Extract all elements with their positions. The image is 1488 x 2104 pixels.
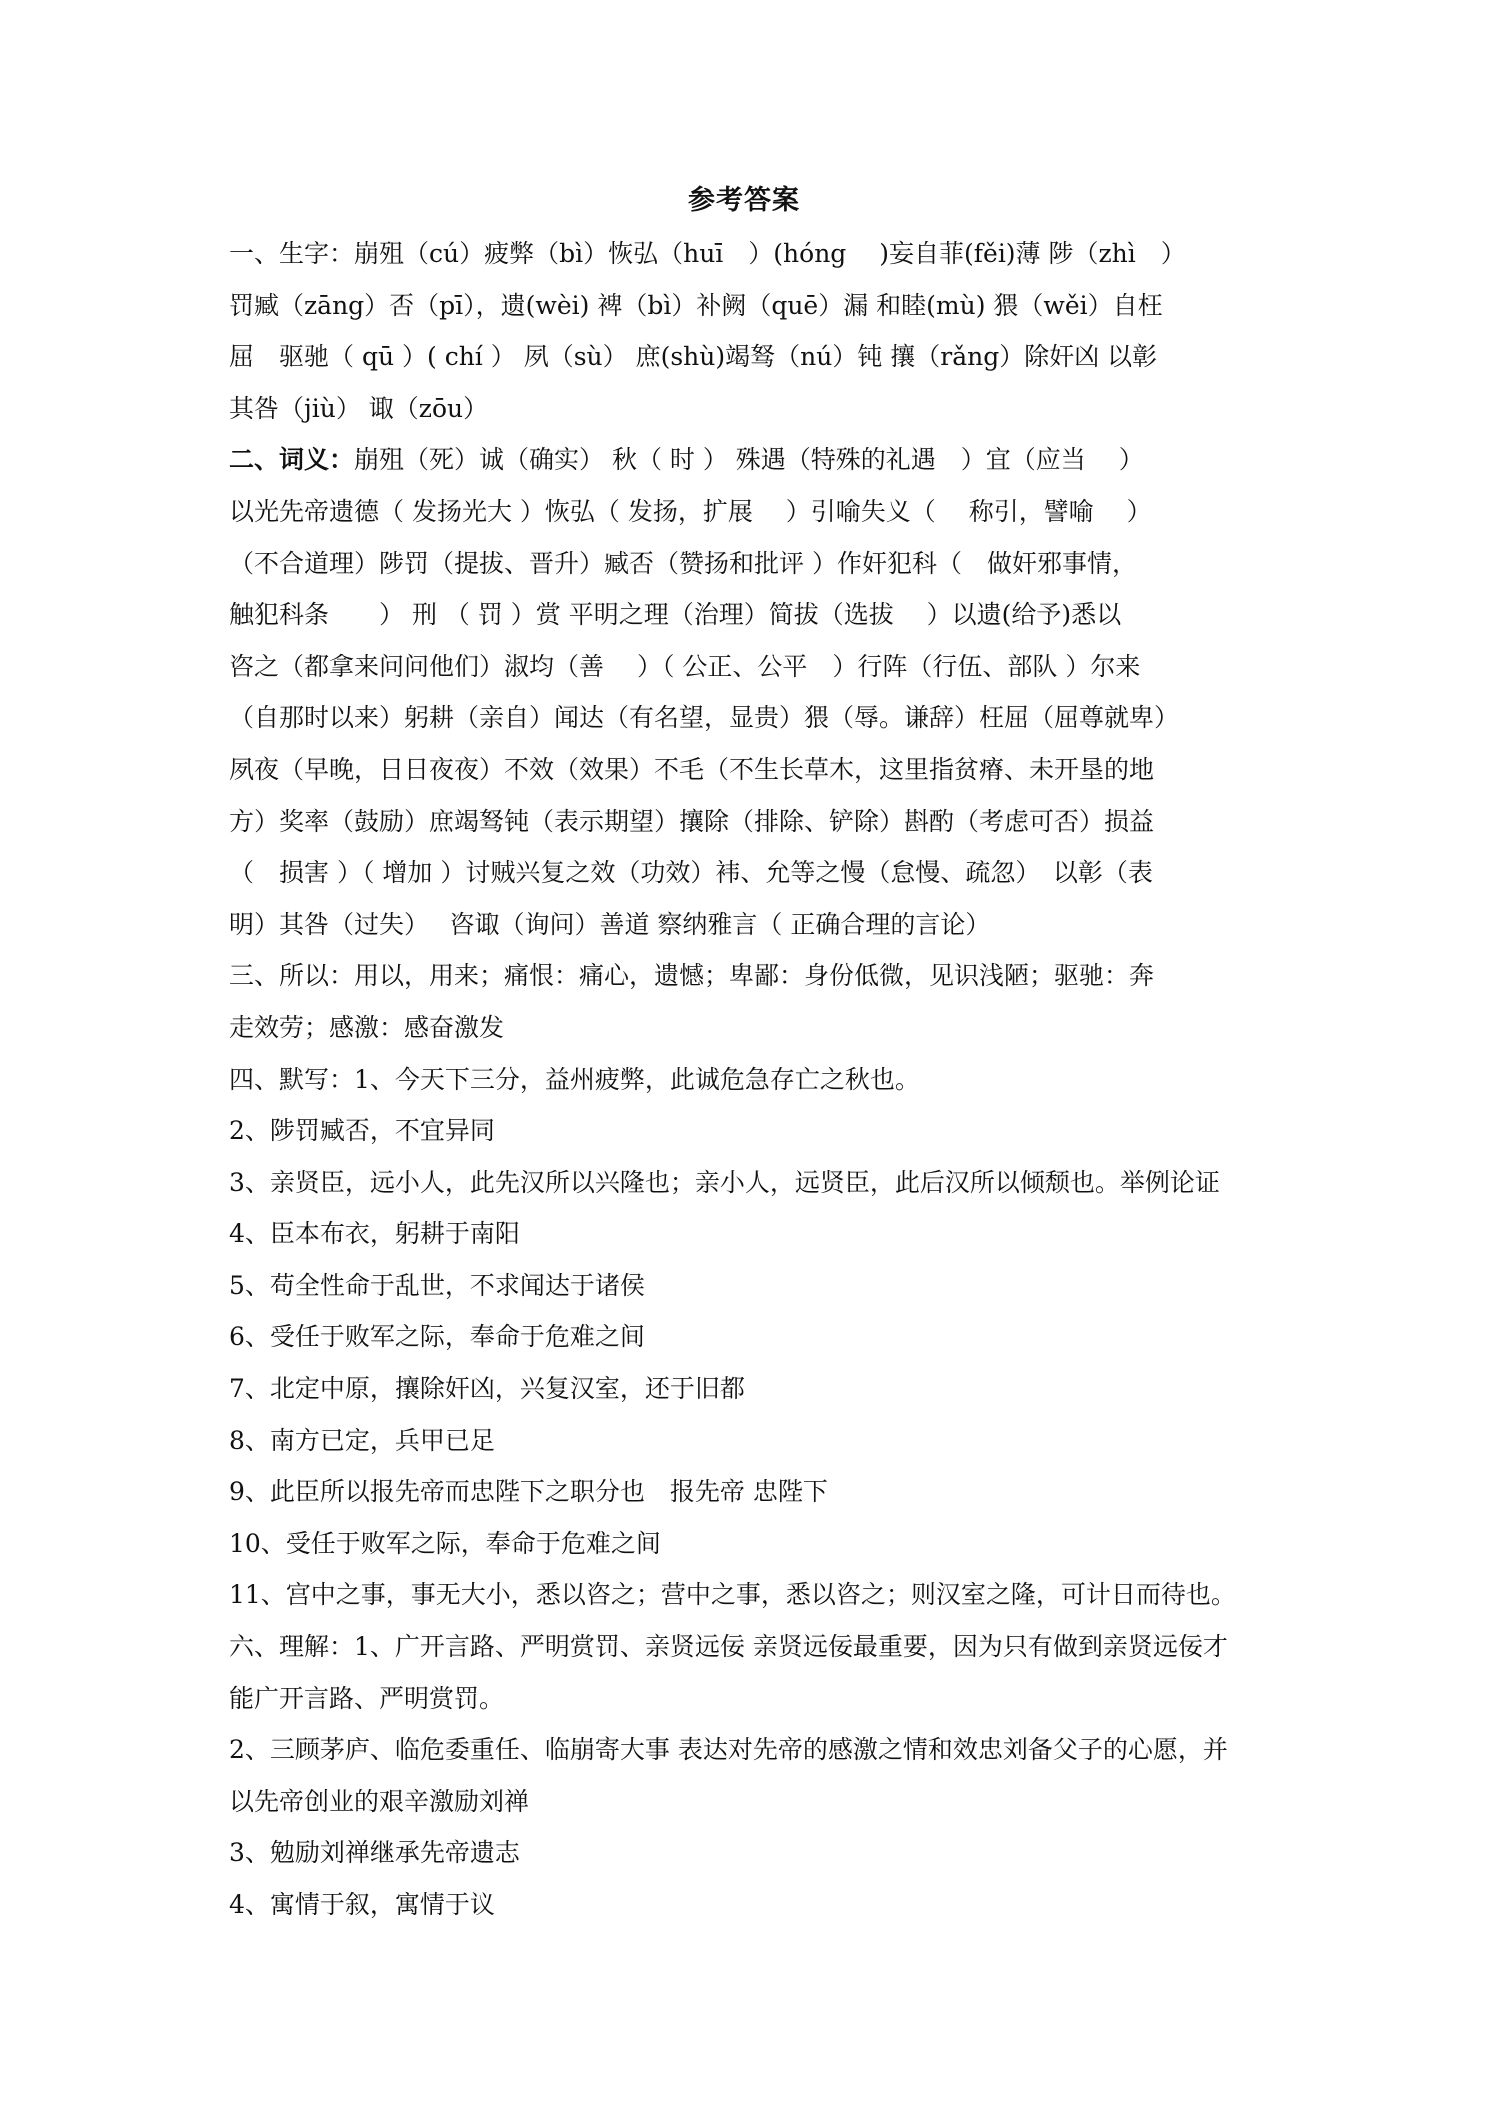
line-text: 4、臣本布衣，躬耕于南阳 (229, 1219, 520, 1249)
answer-line (229, 692, 1265, 744)
answer-line (229, 1311, 1265, 1363)
answer-line (229, 796, 1265, 848)
line-text: 走效劳；感激：感奋激发 (229, 1012, 505, 1042)
line-text: 3、亲贤臣，远小人，此先汉所以兴隆也；亲小人，远贤臣，此后汉所以倾颓也。举例论证 (229, 1167, 1220, 1197)
answer-line (229, 847, 1265, 899)
answer-line (229, 1363, 1265, 1415)
answer-line (229, 331, 1265, 383)
line-text: 触犯科条 ） 刑 （ 罚 ）赏 平明之理（治理）简拔（选拔 ）以遗(给予)悉以 (229, 600, 1122, 630)
line-text: 咨之（都拿来问问他们）淑均（善 ）（ 公正、公平 ）行阵（行伍、部队 ）尔来 (229, 651, 1141, 681)
answer-line (229, 1827, 1265, 1879)
line-text: 3、勉励刘禅继承先帝遗志 (229, 1838, 520, 1868)
line-text: 其咎（jiù） 诹（zōu） (229, 393, 489, 423)
answer-line (229, 383, 1265, 435)
line-text: 以先帝创业的艰辛激励刘禅 (229, 1786, 530, 1816)
line-text: 方）奖率（鼓励）庶竭驽钝（表示期望）攘除（排除、铲除）斟酌（考虑可否）损益 (229, 806, 1155, 836)
answer-line (229, 1879, 1265, 1931)
line-text: 6、受任于败军之际，奉命于危难之间 (229, 1322, 645, 1352)
answer-line (229, 1415, 1265, 1467)
line-text: 7、北定中原，攘除奸凶，兴复汉室，还于旧都 (229, 1374, 745, 1404)
line-text: （不合道理）陟罚（提拔、晋升）臧否（赞扬和批评 ）作奸犯科（ 做奸邪事情， (229, 548, 1137, 578)
answer-line (229, 538, 1265, 590)
line-text: 六、理解：1、广开言路、严明赏罚、亲贤远佞 亲贤远佞最重要，因为只有做到亲贤远佞才 (229, 1632, 1228, 1662)
answer-line (229, 1621, 1265, 1673)
line-text: 2、三顾茅庐、临危委重任、临崩寄大事 表达对先帝的感激之情和效忠刘备父子的心愿，并 (229, 1735, 1228, 1765)
line-text: 四、默写：1、今天下三分，益州疲弊，此诚危急存亡之秋也。 (229, 1064, 920, 1094)
answer-line (229, 228, 1265, 280)
line-text: 崩殂（死）诚（确实） 秋（ 时 ） 殊遇（特殊的礼遇 ）宜（应当 ） (354, 445, 1144, 475)
answer-line (229, 589, 1265, 641)
line-text: 夙夜（早晚，日日夜夜）不效（效果）不毛（不生长草木，这里指贫瘠、未开垦的地 (229, 754, 1155, 784)
answer-line (229, 1002, 1265, 1054)
answer-line (229, 1673, 1265, 1725)
answer-line (229, 1260, 1265, 1312)
line-text: 能广开言路、严明赏罚。 (229, 1683, 505, 1713)
line-text: 8、南方已定，兵甲已足 (229, 1425, 495, 1455)
line-text: 以光先帝遗德（ 发扬光大 ）恢弘（ 发扬，扩展 ）引喻失义（ 称引，譬喻 ） (229, 496, 1152, 526)
line-text: 一、生字：崩殂（cú）疲弊（bì）恢弘（huī ）(hóng )妄自菲(fěi)薄 陟（zhì ） (229, 239, 1186, 268)
answer-line (229, 1105, 1265, 1157)
line-text: 三、所以：用以，用来；痛恨：痛心，遗憾；卑鄙：身份低微，见识浅陋；驱驰：奔 (229, 961, 1155, 991)
answer-line (229, 486, 1265, 538)
line-text: 5、苟全性命于乱世，不求闻达于诸侯 (229, 1270, 645, 1300)
answer-line (229, 1208, 1265, 1260)
answer-line (229, 950, 1265, 1002)
answer-line (229, 899, 1265, 951)
line-text: 9、此臣所以报先帝而忠陛下之职分也 报先帝 忠陛下 (229, 1477, 828, 1507)
line-text: 4、寓情于叙，寓情于议 (229, 1890, 495, 1919)
answer-line (229, 1518, 1265, 1570)
answer-line (229, 1724, 1265, 1776)
section-heading: 二、词义： (229, 445, 355, 475)
answer-line (229, 1569, 1265, 1621)
line-text: 10、受任于败军之际，奉命于危难之间 (229, 1528, 661, 1558)
document-title: 参考答案 (688, 185, 800, 216)
answer-line (229, 1054, 1265, 1106)
line-text: 明）其咎（过失） 咨诹（询问）善道 察纳雅言（ 正确合理的言论） (229, 909, 991, 939)
line-text: 11、宫中之事，事无大小，悉以咨之；营中之事，悉以咨之；则汉室之隆，可计日而待也。 (229, 1580, 1236, 1610)
answer-line (229, 280, 1265, 332)
line-text: （ 损害 ）（ 增加 ）讨贼兴复之效（功效）袆、允等之慢（怠慢、疏忽） 以彰（表 (229, 858, 1153, 888)
answer-line (229, 744, 1265, 796)
answer-line (229, 1157, 1265, 1209)
answer-line (229, 1466, 1265, 1518)
document-body (229, 228, 1265, 1931)
line-text: 罚臧（zāng）否（pī），遗(wèi) 裨（bì）补阙（quē）漏 和睦(mù) 猥（wěi）自枉 (229, 290, 1163, 320)
answer-line (229, 434, 1265, 486)
answer-line (229, 1776, 1265, 1828)
answer-line (229, 641, 1265, 693)
line-text: 2、陟罚臧否，不宜异同 (229, 1116, 495, 1146)
line-text: 屈 驱驰（ qū ）( chí ） 夙（sù） 庶(shù)竭驽（nú）钝 攘（rǎng）除奸凶 以彰 (229, 342, 1158, 372)
line-text: （自那时以来）躬耕（亲自）闻达（有名望，显贵）猥（辱。谦辞）枉屈（屈尊就卑） (229, 703, 1180, 733)
